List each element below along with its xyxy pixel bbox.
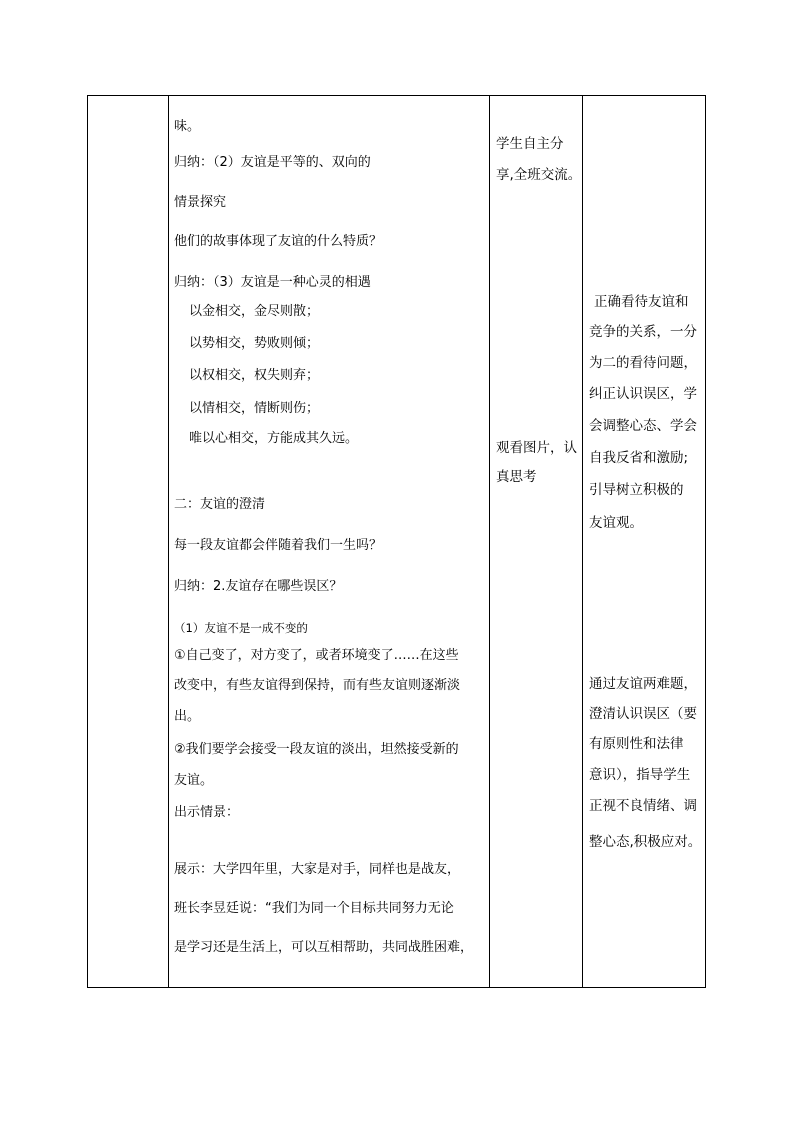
student-line: 享,全班交流。: [496, 167, 582, 183]
intent-line: 竞争的关系，一分: [589, 324, 697, 340]
intent-line: 意识），指导学生: [589, 767, 691, 783]
student-line: 观看图片，认: [496, 440, 577, 456]
intent-line: 正视不良情绪、调: [589, 798, 697, 814]
content-line: 以权相交，权失则弃；: [189, 368, 320, 383]
content-line: 以金相交，金尽则散；: [189, 304, 320, 319]
intent-line: 纠正认识误区，学: [589, 386, 697, 402]
content-line: 出。: [174, 709, 201, 724]
content-line: （1）友谊不是一成不变的: [174, 621, 308, 635]
content-line: 出示情景：: [174, 805, 240, 820]
content-line: 改变中，有些友谊得到保持，而有些友谊则逐渐淡: [174, 678, 461, 693]
intent-line: 有原则性和法律: [589, 736, 684, 752]
intent-line: 为二的看待问题，: [589, 355, 697, 371]
intent-line: 正确看待友谊和: [594, 294, 689, 310]
content-line: 班长李昱廷说：“我们为同一个目标共同努力无论: [174, 901, 454, 916]
content-line: 唯以心相交，方能成其久远。: [189, 431, 359, 446]
lesson-plan-table: [87, 95, 706, 988]
intent-line: 会调整心态、学会: [589, 418, 697, 434]
content-line: 展示：大学四年里，大家是对手，同样也是战友，: [174, 862, 461, 877]
section-heading: 二：友谊的澄清: [174, 497, 266, 512]
content-line: 是学习还是生活上，可以互相帮助，共同战胜困难，: [174, 940, 474, 955]
content-line: ①自己变了，对方变了，或者环境变了……在这些: [174, 648, 459, 663]
intent-line: 自我反省和激励;: [589, 450, 689, 466]
content-line: 情景探究: [174, 195, 227, 210]
content-line: 归纳：（3）友谊是一种心灵的相遇: [174, 275, 371, 290]
student-activity-cell: [491, 96, 583, 987]
intent-line: 通过友谊两难题，: [589, 676, 697, 692]
content-line: 归纳：2.友谊存在哪些误区？: [174, 579, 343, 594]
intent-line: 友谊观。: [589, 515, 643, 531]
student-line: 学生自主分: [496, 136, 564, 152]
content-line: 每一段友谊都会伴随着我们一生吗？: [174, 538, 383, 553]
intent-line: 引导树立积极的: [589, 482, 684, 498]
content-line: ②我们要学会接受一段友谊的淡出，坦然接受新的: [174, 742, 459, 757]
content-line: 归纳：（2）友谊是平等的、双向的: [174, 155, 371, 170]
content-line: 以情相交，情断则伤；: [189, 401, 320, 416]
design-intent-cell: [584, 96, 707, 987]
content-line: 以势相交，势败则倾；: [189, 336, 320, 351]
content-line: 他们的故事体现了友谊的什么特质？: [174, 234, 383, 249]
intent-line: 整心态,积极应对。: [589, 834, 702, 850]
intent-line: 澄清认识误区（要: [589, 706, 697, 722]
content-line: 友谊。: [174, 773, 214, 788]
content-line: 味。: [174, 119, 201, 134]
student-line: 真思考: [496, 469, 537, 485]
